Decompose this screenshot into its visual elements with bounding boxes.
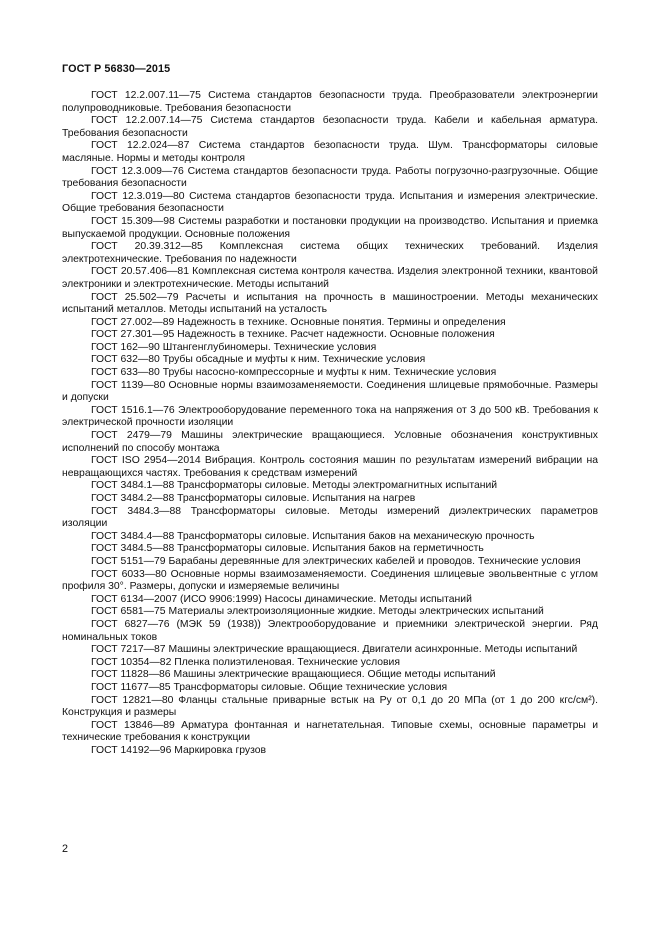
- reference-entry: ГОСТ 632—80 Трубы обсадные и муфты к ним. Технические условия: [91, 354, 426, 366]
- reference-entry: ГОСТ 1516.1—76 Электрооборудование переменного тока на напряжения от 3 до 500 кВ. Требования к электрической прочности изоляции: [62, 404, 598, 429]
- reference-entry: ГОСТ 25.502—79 Расчеты и испытания на прочность в машиностроении. Методы механических испытаний металлов. Методы испытаний на усталость: [62, 291, 598, 316]
- document-header: ГОСТ Р 56830—2015: [62, 63, 171, 75]
- reference-entry: ГОСТ 14192—96 Маркировка грузов: [91, 744, 267, 756]
- reference-entry: ГОСТ 6134—2007 (ИСО 9906:1999) Насосы динамические. Методы испытаний: [91, 593, 472, 605]
- reference-entry: ГОСТ 15.309—98 Системы разработки и постановки продукции на производство. Испытания и приемка выпускаемой продукции. Основные положения: [62, 215, 598, 240]
- reference-entry: ГОСТ 3484.3—88 Трансформаторы силовые. Методы измерений диэлектрических параметров изоляции: [62, 505, 598, 530]
- reference-entry: ГОСТ ISO 2954—2014 Вибрация. Контроль состояния машин по результатам измерений вибрации на невращающихся частях. Требования к средствам измерений: [62, 455, 598, 479]
- reference-entry: ГОСТ 10354—82 Пленка полиэтиленовая. Технические условия: [91, 656, 400, 668]
- reference-entry: ГОСТ 11677—85 Трансформаторы силовые. Общие технические условия: [91, 681, 448, 693]
- reference-entry: ГОСТ 1139—80 Основные нормы взаимозаменяемости. Соединения шлицевые прямобочные. Размеры и допуски: [62, 379, 598, 404]
- reference-entry: ГОСТ 27.002—89 Надежность в технике. Основные понятия. Термины и определения: [91, 316, 506, 328]
- reference-entry: ГОСТ 5151—79 Барабаны деревянные для электрических кабелей и проводов. Технические условия: [91, 555, 581, 567]
- reference-entry: ГОСТ 20.39.312—85 Комплексная система общих технических требований. Изделия электротехнические. Требования по надежности: [62, 241, 598, 265]
- reference-entry: ГОСТ 3484.5—88 Трансформаторы силовые. Испытания баков на герметичность: [91, 543, 484, 555]
- reference-entry: ГОСТ 3484.2—88 Трансформаторы силовые. Испытания на нагрев: [91, 493, 416, 504]
- reference-entry: ГОСТ 13846—89 Арматура фонтанная и нагнетательная. Типовые схемы, основные параметры и технические требования к конструкции: [62, 719, 598, 744]
- reference-entry: ГОСТ 633—80 Трубы насосно-компрессорные и муфты к ним. Технические условия: [91, 367, 497, 379]
- reference-entry: ГОСТ 2479—79 Машины электрические вращающиеся. Условные обозначения конструктивных исполнений по способу монтажа: [62, 430, 598, 454]
- reference-entry: ГОСТ 12.3.009—76 Система стандартов безопасности труда. Работы погрузочно-разгрузочные. Общие требования безопасности: [62, 165, 598, 190]
- reference-entry: ГОСТ 12.2.007.14—75 Система стандартов безопасности труда. Кабели и кабельная арматура. Требования безопасности: [62, 115, 598, 139]
- reference-entry: ГОСТ 162—90 Штангенглубиномеры. Технические условия: [91, 341, 377, 353]
- reference-entry: ГОСТ 27.301—95 Надежность в технике. Расчет надежности. Основные положения: [91, 329, 495, 341]
- reference-entry: ГОСТ 12.3.019—80 Система стандартов безопасности труда. Испытания и измерения электрические. Общие требования безопасности: [62, 190, 598, 215]
- reference-entry: ГОСТ 12821—80 Фланцы стальные приварные встык на Py от 0,1 до 20 МПа (от 1 до 200 кгс/см²). Конструкция и размеры: [62, 694, 598, 719]
- page-number: 2: [62, 843, 69, 855]
- reference-entry: ГОСТ 7217—87 Машины электрические вращающиеся. Двигатели асинхронные. Методы испытаний: [91, 644, 578, 656]
- reference-entry: ГОСТ 12.2.024—87 Система стандартов безопасности труда. Шум. Трансформаторы силовые масляные. Нормы и методы контроля: [62, 140, 598, 164]
- reference-entry: ГОСТ 6581—75 Материалы электроизоляционные жидкие. Методы электрических испытаний: [91, 606, 544, 618]
- reference-entry: ГОСТ 3484.1—88 Трансформаторы силовые. Методы электромагнитных испытаний: [91, 480, 498, 492]
- reference-entry: ГОСТ 6033—80 Основные нормы взаимозаменяемости. Соединения шлицевые эвольвентные с углом профиля 30°. Размеры, допуски и измеряемые величины: [62, 568, 598, 593]
- reference-entry: ГОСТ 20.57.406—81 Комплексная система контроля качества. Изделия электронной техники, квантовой электроники и электротехнические. Методы испытаний: [62, 266, 598, 290]
- reference-entry: ГОСТ 11828—86 Машины электрические вращающиеся. Общие методы испытаний: [91, 669, 496, 681]
- reference-entry: ГОСТ 3484.4—88 Трансформаторы силовые. Испытания баков на механическую прочность: [91, 530, 535, 542]
- references-list: [62, 90, 598, 757]
- reference-entry: ГОСТ 6827—76 (МЭК 59 (1938)) Электрооборудование и приемники электрической энергии. Ряд номинальных токов: [62, 618, 598, 643]
- reference-entry: ГОСТ 12.2.007.11—75 Система стандартов безопасности труда. Преобразователи электроэнергии полупроводниковые. Требования безопасности: [62, 90, 598, 114]
